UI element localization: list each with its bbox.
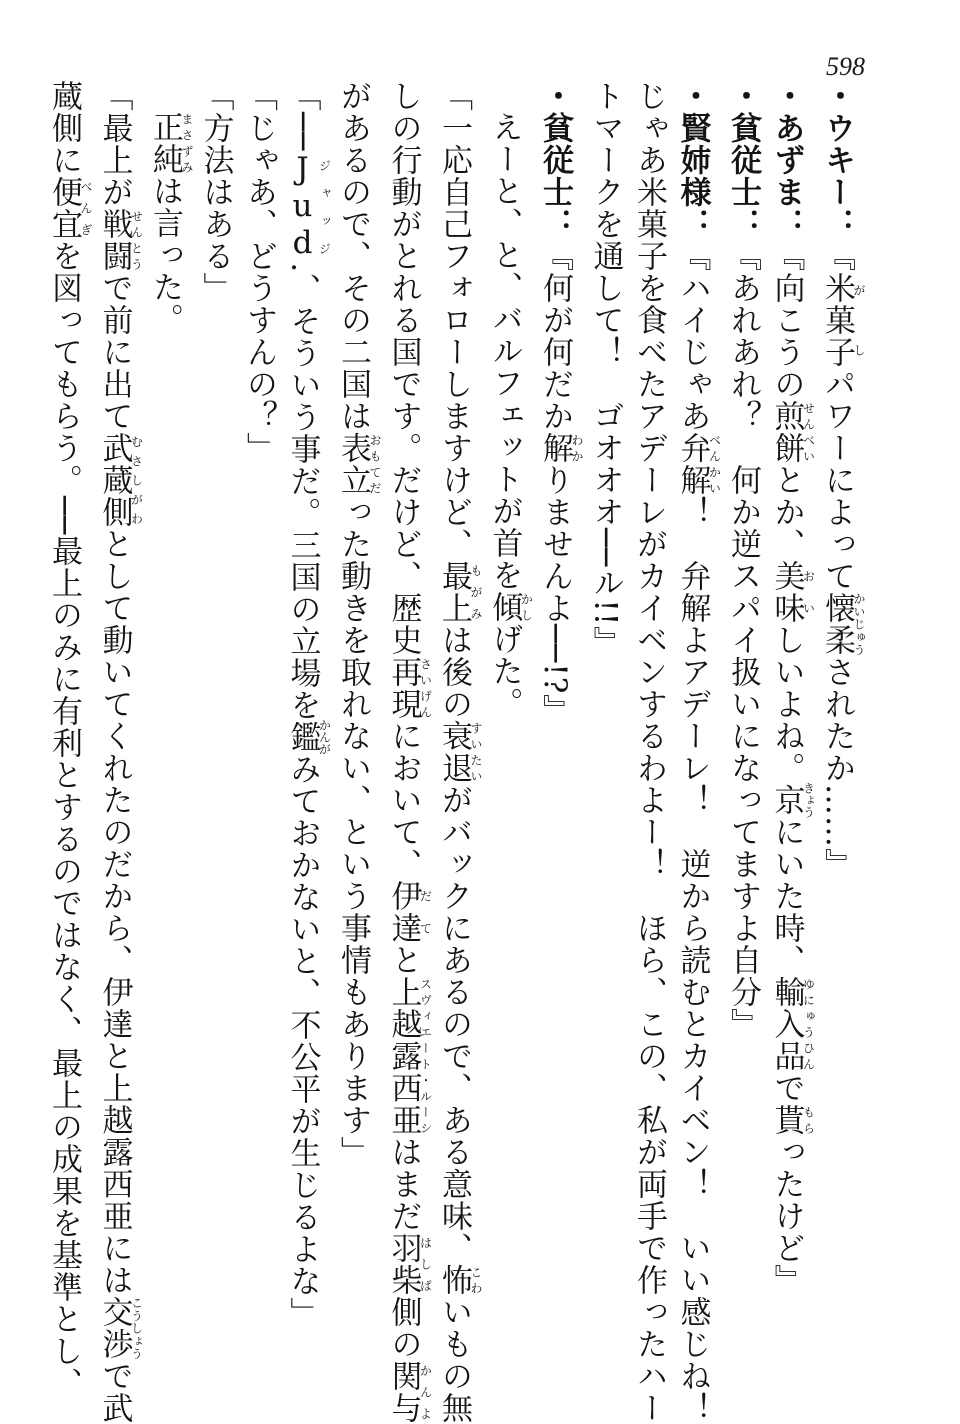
ruby-base: 関与 [385,1360,422,1424]
ruby-word [768,976,816,1072]
bullet-mark: ・ [819,80,855,112]
ruby-word [436,560,483,624]
ruby-base: 輸入品 [768,976,805,1072]
bullet-mark: ・ [674,80,711,112]
text-run: みておかないと、不公平が生じるよな」 [284,753,321,1330]
ruby-base: 懐柔 [819,592,855,656]
text-line [331,80,382,1370]
dialogue-line [764,80,815,1370]
ruby-base: 上越露西亜 [385,976,422,1136]
ruby-base: 貰 [768,1104,805,1136]
ruby-base: 鑑 [284,719,321,756]
ruby-base: 戦闘 [96,208,133,272]
text-run: と [385,944,422,976]
text-run: 『 [819,240,855,272]
bullet-mark: ・ [768,80,805,112]
text-run: として動いてくれたのだから、伊達と上越露西亜には [96,528,133,1296]
text-run: 『あれあれ？ 何か逆スパイ扱いになってますよ自分』 [725,240,761,1040]
speaker-name: 貧従士 [537,112,573,208]
ruby-word [147,111,194,175]
ruby-reading: ゆにゅうひん [801,976,816,1072]
text-line [280,80,331,1370]
text-run: 「── [284,80,321,152]
ruby-base: 傾 [486,591,523,623]
page-text [46,80,866,1424]
ruby-base: 怖 [436,1264,472,1296]
text-line [381,80,433,1424]
ruby-reading: かし [519,591,534,623]
text-line [627,80,671,1424]
ruby-word [335,432,382,496]
ruby-reading: きょう [801,782,816,818]
text-run: げた。 [486,623,523,719]
ruby-base: 羽柴 [385,1232,422,1296]
speaker-name: 賢姉様 [674,112,711,208]
ruby-reading: こうしょう [129,1296,144,1360]
speaker-name: 貧従士 [725,112,761,208]
ruby-base: 衰退 [436,720,472,784]
text-run: ！ 弁解よアデーレ！ 逆から読むとカイベン！ いい感じね！ [674,496,711,1424]
ruby-base: 表立 [335,432,371,496]
text-run: 「じゃあ、どうすんの？」 [241,80,277,464]
text-run: った動きを取れない、という事情もあります」 [335,496,371,1168]
text-run: で前に出て [96,272,133,432]
speaker-colon: ： [537,208,573,240]
ruby-word [284,719,332,756]
ruby-word [385,1360,433,1424]
ruby-word [768,560,816,624]
text-run: えーと、と、バルフェットが首を [486,111,523,591]
ruby-word [96,208,144,272]
ruby-base: 交渉 [96,1296,133,1360]
ruby-reading: わか [570,432,584,464]
ruby-reading: スヴィエート・ルーシ [418,976,433,1136]
ruby-word [768,1104,816,1136]
speaker-colon: ： [674,208,711,240]
text-run: トマークを通して！ ゴオオオ──ル!!』 [587,80,624,659]
text-run: を図ってもらう。──最上のみに有利とするのではなく、最上の成果を基準とし、 [46,240,82,1400]
dialogue-line [533,80,584,1370]
ruby-word [486,591,534,623]
ruby-word [385,976,433,1136]
ruby-reading: かいじゅう [852,592,866,656]
ruby-reading: ジャッジ [317,151,332,263]
ruby-word [46,176,93,240]
ruby-word [385,880,433,944]
text-line [583,80,627,1370]
dialogue-line [815,80,866,1370]
ruby-base: 弁解 [674,432,711,496]
text-run: 『何が何だか [537,240,573,432]
ruby-reading: さいげん [418,656,433,720]
ruby-word [385,656,433,720]
text-run: しの行動がとれる国です。だけど、歴史 [385,80,422,656]
text-run: 側の [385,1296,422,1360]
text-run: いもの無 [436,1296,472,1424]
speaker-name: あずま [768,112,805,208]
text-run: で武 [96,1360,133,1424]
text-run: りませんよ──!?』 [537,464,573,727]
text-run: しいよね。 [768,624,805,784]
text-run: 「一応自己フォローしますけど、 [436,80,472,560]
ruby-reading: べんかい [707,432,722,496]
bullet-mark: ・ [537,80,573,112]
ruby-base: 解 [537,432,573,464]
ruby-word [436,1264,483,1296]
text-run: にいた時、 [768,816,805,976]
ruby-base: 京 [768,782,805,818]
ruby-reading: おい [801,560,816,624]
ruby-word [674,432,722,496]
text-run: がバックにあるので、ある意味、 [436,784,472,1264]
text-run: 「方法はある」 [197,80,234,304]
ruby-reading: だて [418,880,433,944]
ruby-reading: まさずみ [180,111,194,175]
ruby-word [96,1296,144,1360]
ruby-word [436,720,483,784]
ruby-reading: もがみ [469,560,483,624]
text-line [237,80,281,1370]
ruby-word [819,592,866,656]
ruby-word [768,782,816,818]
ruby-word [768,400,816,464]
ruby-reading: すいたい [469,720,483,784]
page-number: 598 [826,52,865,81]
ruby-base: 美味 [768,560,805,624]
text-line [92,80,144,1424]
text-run: 『向こうの [768,240,805,400]
ruby-word [819,272,866,368]
text-line [482,80,533,1370]
ruby-word [96,432,144,528]
ruby-reading: はしば [418,1232,433,1296]
text-line [193,80,237,1370]
ruby-reading: がし [852,272,866,368]
text-line [432,80,483,1424]
speaker-colon: ： [725,208,761,240]
speaker-colon: ： [768,208,805,240]
ruby-base: 煎餅 [768,400,805,464]
bullet-mark: ・ [725,80,761,112]
speaker-colon: ： [819,208,855,240]
text-run: は後の [436,624,472,720]
ruby-word [385,1232,433,1296]
text-run: 『ハイじゃあ [674,240,711,432]
ruby-word [537,432,584,464]
ruby-base: 最上 [436,560,472,624]
ruby-base: 米菓子 [819,272,855,368]
ruby-base: Jud [284,151,321,263]
ruby-reading: もら [801,1104,816,1136]
text-run: は言った。 [147,175,183,335]
text-run: において、 [385,720,422,880]
ruby-word [284,151,332,263]
dialogue-line [670,80,722,1424]
text-line [143,80,194,1370]
ruby-reading: こわ [469,1264,483,1296]
text-run: はまだ [385,1136,422,1232]
ruby-base: 武蔵側 [96,432,133,528]
text-run: 蔵側に [46,80,82,176]
ruby-reading: かんが [317,719,332,756]
ruby-reading: かんよ [418,1360,433,1424]
text-run: で [768,1072,805,1104]
dialogue-line [721,80,765,1370]
text-run: とか、 [768,464,805,560]
text-run: .、そういう事だ。三国の立場を [284,262,321,722]
ruby-base: 伊達 [385,880,422,944]
ruby-reading: おもてだ [368,432,382,496]
text-line [42,80,93,1400]
text-run: パワーによって [819,368,855,592]
text-run: されたか……』 [819,656,855,880]
ruby-reading: せんとう [129,208,144,272]
ruby-base: 再現 [385,656,422,720]
text-run: じゃあ米菓子を食べたアデーレがカイベンするわよー！ ほら、この、私が両手で作ったハー [631,80,667,1424]
speaker-name: ウキー [819,112,855,208]
ruby-base: 便宜 [46,176,82,240]
text-run: 「最上が [96,80,133,208]
text-run: ったけど』 [768,1136,805,1296]
ruby-reading: せんべい [801,400,816,464]
text-run: があるので、その二国は [335,80,371,432]
ruby-reading: むさしがわ [129,432,144,528]
ruby-base: 正純 [147,111,183,175]
ruby-reading: べんぎ [79,176,93,240]
